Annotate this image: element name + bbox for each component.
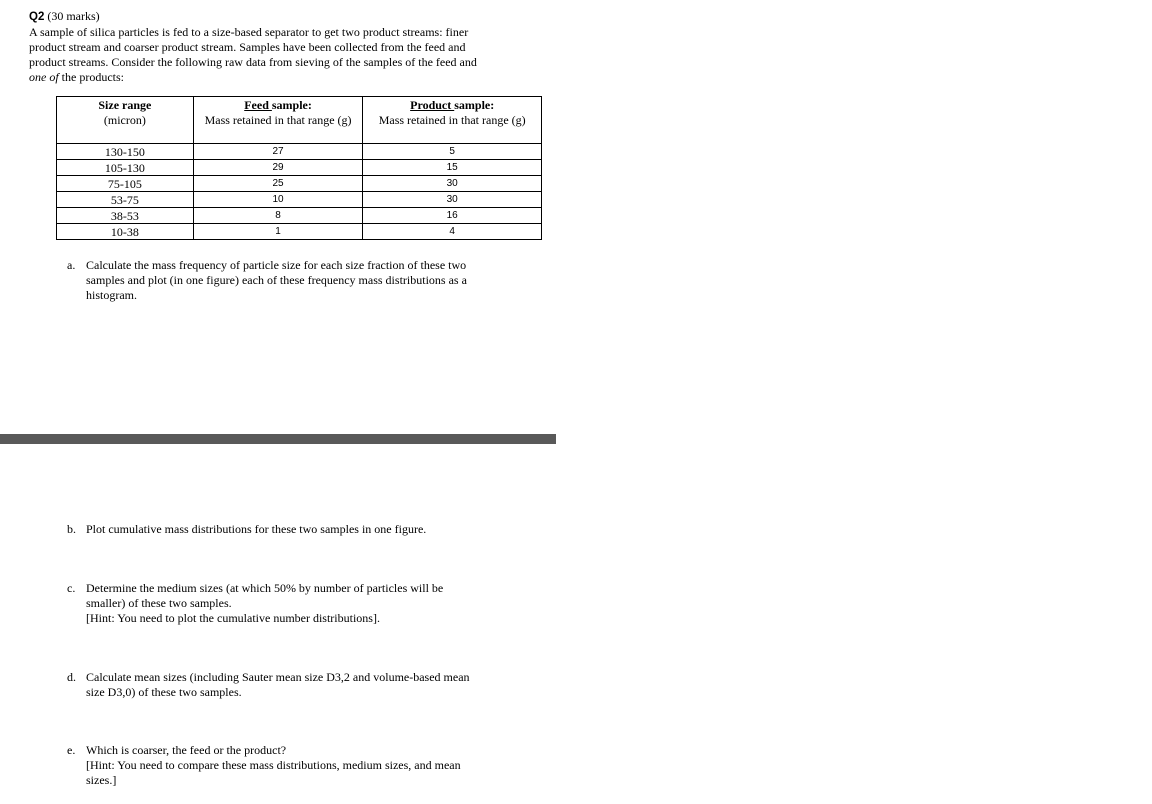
part-b (67, 522, 527, 537)
sieve-data-table (56, 96, 542, 240)
part-a-line-1: Calculate the mass frequency of particle size for each size fraction of these two (86, 258, 467, 272)
question-marks: (30 marks) (44, 9, 100, 23)
header-size-unit: (micron) (103, 113, 146, 127)
header-feed-title-rest: sample: (271, 98, 312, 112)
cell-product-mass: 30 (363, 192, 542, 208)
header-feed-title-underlined: Feed (244, 98, 272, 112)
part-e-line-3: sizes.] (86, 773, 117, 787)
part-e-line-1: Which is coarser, the feed or the product? (86, 743, 287, 757)
intro-line-1: A sample of silica particles is fed to a size-based separator to get two product streams: finer (29, 25, 469, 39)
part-b-body (86, 522, 527, 537)
question-intro (29, 9, 529, 85)
intro-italic-phrase: one of (29, 70, 59, 84)
table-header-row (57, 97, 542, 144)
cell-feed-mass: 25 (193, 176, 363, 192)
part-d-letter: d. (67, 670, 76, 684)
part-a-line-3: histogram. (86, 288, 137, 302)
intro-line-3: product streams. Consider the following raw data from sieving of the samples of the feed and (29, 55, 477, 69)
part-d (67, 670, 527, 700)
table-row (57, 144, 542, 160)
cell-size-range: 105-130 (57, 160, 194, 176)
part-c-line-2: smaller) of these two samples. (86, 596, 232, 610)
part-e-line-2: [Hint: You need to compare these mass distributions, medium sizes, and mean (86, 758, 461, 772)
cell-feed-mass: 29 (193, 160, 363, 176)
cell-feed-mass: 1 (193, 224, 363, 240)
header-product-title (363, 98, 541, 113)
part-c-body (86, 581, 527, 626)
header-feed-sample (193, 97, 363, 144)
intro-line-4 (29, 70, 529, 85)
cell-product-mass: 4 (363, 224, 542, 240)
part-a-line-2: samples and plot (in one figure) each of these frequency mass distributions as a (86, 273, 467, 287)
cell-size-range: 10-38 (57, 224, 194, 240)
part-a-letter: a. (67, 258, 76, 272)
table-row (57, 176, 542, 192)
part-d-line-1: Calculate mean sizes (including Sauter mean size D3,2 and volume-based mean (86, 670, 470, 684)
cell-size-range: 130-150 (57, 144, 194, 160)
header-product-title-rest: sample: (454, 98, 495, 112)
header-product-sample (363, 97, 542, 144)
header-size-title: Size range (98, 98, 152, 112)
cell-feed-mass: 27 (193, 144, 363, 160)
part-a-body (86, 258, 527, 303)
cell-size-range: 53-75 (57, 192, 194, 208)
table-row (57, 192, 542, 208)
cell-product-mass: 15 (363, 160, 542, 176)
part-c-letter: c. (67, 581, 76, 595)
part-d-body (86, 670, 527, 700)
part-e-body (86, 743, 527, 788)
cell-product-mass: 5 (363, 144, 542, 160)
part-e (67, 743, 527, 788)
part-d-line-2: size D3,0) of these two samples. (86, 685, 242, 699)
table-row (57, 208, 542, 224)
cell-feed-mass: 10 (193, 192, 363, 208)
part-e-letter: e. (67, 743, 76, 757)
header-product-title-underlined: Product (410, 98, 455, 112)
intro-line-4-rest: the products: (58, 70, 124, 84)
page-separator-bar (0, 434, 556, 444)
intro-line-2: product stream and coarser product stream. Samples have been collected from the feed and (29, 40, 466, 54)
part-c (67, 581, 527, 626)
header-feed-title (194, 98, 363, 113)
table-row (57, 224, 542, 240)
cell-size-range: 38-53 (57, 208, 194, 224)
part-b-line-1: Plot cumulative mass distributions for these two samples in one figure. (86, 522, 427, 536)
cell-feed-mass: 8 (193, 208, 363, 224)
header-size-range (57, 97, 194, 144)
header-feed-sub: Mass retained in that range (g) (204, 113, 352, 127)
cell-size-range: 75-105 (57, 176, 194, 192)
cell-product-mass: 30 (363, 176, 542, 192)
part-a (67, 258, 527, 303)
part-b-letter: b. (67, 522, 76, 536)
part-c-line-1: Determine the medium sizes (at which 50% by number of particles will be (86, 581, 444, 595)
question-number: Q2 (29, 11, 45, 23)
part-c-line-3: [Hint: You need to plot the cumulative number distributions]. (86, 611, 380, 625)
question-heading (29, 9, 529, 25)
table-row (57, 160, 542, 176)
cell-product-mass: 16 (363, 208, 542, 224)
header-product-sub: Mass retained in that range (g) (378, 113, 526, 127)
